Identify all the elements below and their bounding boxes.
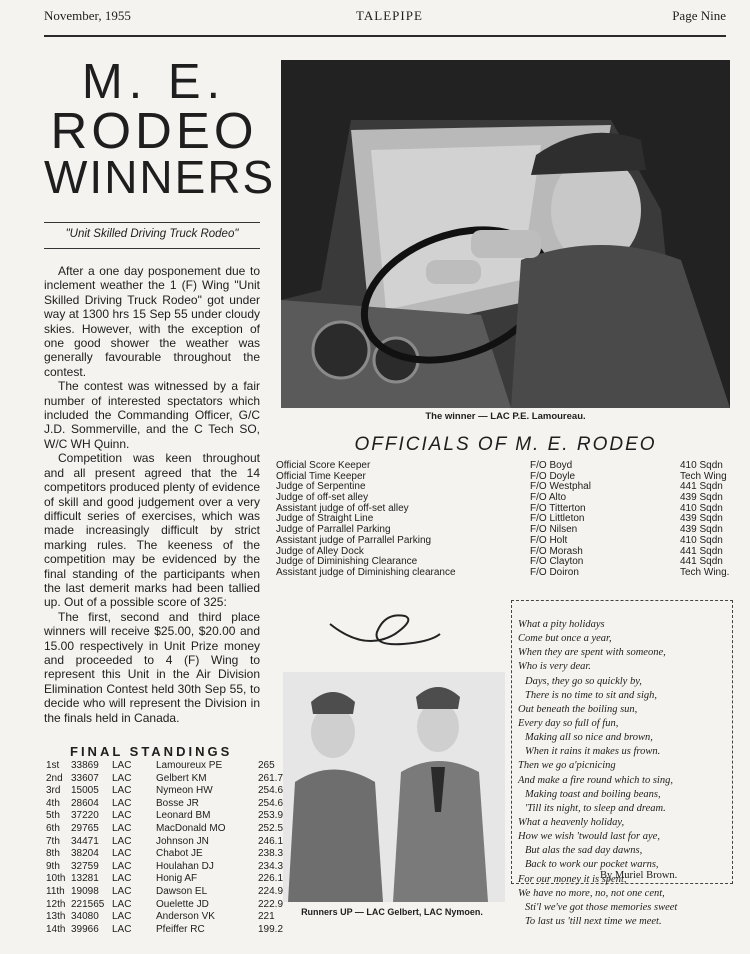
- official-name: F/O Nilsen: [530, 524, 578, 536]
- standings-title: FINAL STANDINGS: [70, 744, 233, 759]
- official-unit: 410 Sqdn: [680, 460, 723, 471]
- standings-name: Bosse JR: [156, 797, 199, 809]
- poem-line: Then we go a'picnicing: [518, 760, 616, 772]
- standings-name: Honig AF: [156, 873, 198, 885]
- official-role: Judge of Diminishing Clearance: [276, 556, 418, 568]
- poem-text: [518, 618, 677, 929]
- winner-photo: [281, 60, 730, 408]
- standings-place: 4th: [46, 797, 60, 809]
- official-name: F/O Holt: [530, 534, 568, 546]
- standings-place: 9th: [46, 860, 60, 872]
- official-role: Official Time Keeper: [276, 470, 366, 482]
- official-name: F/O Doyle: [530, 470, 576, 482]
- poem-line: Every day so full of fun,: [518, 717, 619, 729]
- official-unit: 410 Sqdn: [680, 534, 723, 546]
- officials-units: [680, 461, 729, 579]
- standings-number: 39966: [71, 923, 99, 935]
- poem-line: To last us 'till next time we meet.: [525, 915, 662, 927]
- standings-rank: LAC: [112, 885, 132, 897]
- officials-roles: [276, 461, 456, 579]
- official-name: F/O Titterton: [530, 502, 586, 514]
- standings-number: 221565: [71, 898, 105, 910]
- poem-line: What a heavenly holiday,: [518, 816, 625, 828]
- standings-place: 5th: [46, 810, 60, 822]
- standings-score: 234.3: [258, 860, 284, 872]
- official-role: Judge of Alley Dock: [276, 545, 364, 557]
- standings-score: 261.7: [258, 772, 284, 784]
- official-unit: 439 Sqdn: [680, 492, 723, 504]
- standings-score: 199.2: [258, 923, 284, 935]
- official-role: Assistant judge of off-set alley: [276, 502, 409, 514]
- standings-place: 10th: [46, 873, 66, 885]
- standings-number: 37220: [71, 810, 99, 822]
- official-name: F/O Westphal: [530, 481, 591, 493]
- standings-score: 224.9: [258, 885, 284, 897]
- poem-line: Out beneath the boiling sun,: [518, 703, 638, 715]
- official-name: F/O Morash: [530, 545, 583, 557]
- official-unit: Tech Wing.: [680, 566, 730, 578]
- official-name: F/O Clayton: [530, 556, 584, 568]
- standings-score: 254.6: [258, 797, 284, 809]
- official-name: F/O Boyd: [530, 460, 573, 471]
- poem-line: And make a fire round which to sing,: [518, 774, 673, 786]
- standings-rank: LAC: [112, 848, 132, 860]
- standings-rank: LAC: [112, 797, 132, 809]
- poem-line: But alas the sad day dawns,: [525, 845, 643, 857]
- standings-score: 221: [258, 911, 275, 923]
- article-body: [44, 264, 260, 725]
- standings-number: 32759: [71, 860, 99, 872]
- poem-author: By Muriel Brown.: [600, 870, 678, 881]
- decorative-swirl: [325, 612, 445, 652]
- standings-rank: LAC: [112, 785, 132, 797]
- poem-line: When they are spent with someone,: [518, 647, 666, 659]
- standings-rank: LAC: [112, 898, 132, 910]
- publication-name: TALEPIPE: [356, 8, 423, 23]
- headline-line-2: RODEO: [50, 102, 258, 159]
- poem-line: How we wish 'twould last for aye,: [518, 831, 660, 843]
- standings-rank: LAC: [112, 873, 132, 885]
- official-unit: 439 Sqdn: [680, 524, 723, 536]
- standings-name: Nymeon HW: [156, 785, 213, 797]
- standings-number: 38204: [71, 848, 99, 860]
- standings-place: 14th: [46, 923, 66, 935]
- standings-rank: LAC: [112, 772, 132, 784]
- standings-number: 19098: [71, 885, 99, 897]
- official-role: Judge of Straight Line: [276, 513, 374, 525]
- standings-place: 2nd: [46, 772, 63, 784]
- standings-score: 226.1: [258, 873, 284, 885]
- standings-rank: LAC: [112, 822, 132, 834]
- standings-number: 33607: [71, 772, 99, 784]
- subtitle-rule-top: [44, 222, 260, 223]
- poem-line: There is no time to sit and sigh,: [525, 689, 658, 701]
- official-name: F/O Littleton: [530, 513, 585, 525]
- official-role: Assistant judge of Parrallel Parking: [276, 534, 432, 546]
- issue-date: November, 1955: [44, 8, 131, 23]
- poem-line: For our money it is spent,: [518, 873, 627, 885]
- standings-name: Anderson VK: [156, 911, 215, 923]
- article-paragraph: The contest was witnessed by a fair number of interested spectators which included the Commanding Officer, G/C J.D. Sommerville, and the C Tech SO, W/C WH Quinn.: [44, 379, 260, 451]
- poem-line: Come but once a year,: [518, 633, 612, 645]
- official-unit: 410 Sqdn: [680, 502, 723, 514]
- standings-place: 7th: [46, 835, 60, 847]
- standings-score: 222.9: [258, 898, 284, 910]
- article-paragraph: Competition was keen throughout and all present agreed that the 14 competitors produced plenty of evidence of skill and good judgement over a very difficult series of exercises, which was made increasingly difficult by strict marking rules. The keeness of the competition may be evidenced by the final standing of the participants when the last demerit marks had been tallied up. Out of a possible score of 325:: [44, 451, 260, 610]
- standings-number: 28604: [71, 797, 99, 809]
- poem-line: We have no more, no, not one cent,: [518, 887, 665, 899]
- official-role: Assistant judge of Diminishing clearance: [276, 566, 456, 578]
- standings-name: Ouelette JD: [156, 898, 209, 910]
- poem-line: 'Till its night, to sleep and dream.: [525, 802, 666, 814]
- standings-rank: LAC: [112, 911, 132, 923]
- article-paragraph: The first, second and third place winners will receive $25.00, $20.00 and 15.00 respectively in Unit Prize money and proceeded to 4 (F) Wing to represent this Unit in the Air Division Elimination Contest held 30th Sep 55, to decide who will represent the Division in the finals held in Canada.: [44, 609, 260, 725]
- official-name: F/O Doiron: [530, 566, 579, 578]
- standings-name: Johnson JN: [156, 835, 209, 847]
- standings-rank: LAC: [112, 860, 132, 872]
- standings-place: 11th: [46, 885, 65, 897]
- headline-line-3: WINNERS: [44, 151, 276, 203]
- poem-line: Days, they go so quickly by,: [525, 675, 642, 687]
- standings-name: Pfeiffer RC: [156, 923, 205, 935]
- standings-place: 13th: [46, 911, 66, 923]
- standings-name: Lamoureux PE: [156, 760, 223, 771]
- standings-place: 12th: [46, 898, 66, 910]
- poem-line: Making toast and boiling beans,: [525, 788, 661, 800]
- runners-up-photo: [283, 672, 505, 902]
- official-unit: 439 Sqdn: [680, 513, 723, 525]
- standings-place: 3rd: [46, 785, 61, 797]
- official-unit: 441 Sqdn: [680, 545, 723, 557]
- subtitle-rule-bottom: [44, 248, 260, 249]
- standings-name: Gelbert KM: [156, 772, 207, 784]
- official-unit: Tech Wing: [680, 470, 727, 482]
- official-role: Judge of off-set alley: [276, 492, 369, 504]
- standings-rank: LAC: [112, 810, 132, 822]
- poem-line: When it rains it makes us frown.: [525, 746, 661, 758]
- officials-names: [530, 461, 591, 579]
- standings-place: 1st: [46, 760, 60, 771]
- standings-number: 29765: [71, 822, 99, 834]
- standings-place: 8th: [46, 848, 60, 860]
- standings-number: 34471: [71, 835, 99, 847]
- standings-name: Dawson EL: [156, 885, 208, 897]
- article-paragraph: After a one day posponement due to inclement weather the 1 (F) Wing "Unit Skilled Driving Truck Rodeo" got under way at 1300 hrs 15 Sep 55 under cloudy skies. However, with the exception of one good shower the weather was generally favourable throughout the contest.: [44, 264, 260, 379]
- poem-line: Making all so nice and brown,: [525, 732, 653, 744]
- standings-score: 246.1: [258, 835, 284, 847]
- standings-rank: LAC: [112, 835, 132, 847]
- poem-line: Who is very dear.: [518, 661, 591, 673]
- standings-name: Chabot JE: [156, 848, 203, 860]
- page-number: Page Nine: [672, 8, 726, 23]
- standings-number: 33869: [71, 760, 99, 771]
- winner-photo-caption: The winner — LAC P.E. Lamoureau.: [425, 411, 586, 422]
- standings-rank: LAC: [112, 760, 132, 771]
- standings-score: 253.9: [258, 810, 284, 822]
- runners-up-caption: Runners UP — LAC Gelbert, LAC Nymoen.: [301, 907, 483, 917]
- standings-score: 252.5: [258, 822, 284, 834]
- standings-number: 34080: [71, 911, 99, 923]
- standings-number: 15005: [71, 785, 99, 797]
- official-unit: 441 Sqdn: [680, 556, 723, 568]
- header-rule: [44, 35, 726, 37]
- article-subtitle: "Unit Skilled Driving Truck Rodeo": [65, 228, 239, 240]
- standings-name: Houlahan DJ: [156, 860, 214, 872]
- official-role: Official Score Keeper: [276, 460, 371, 471]
- standings-score: 254.6: [258, 785, 284, 797]
- standings-place: 6th: [46, 822, 60, 834]
- poem-line: Sti'l we've got those memories sweet: [525, 901, 678, 913]
- page-header: [44, 8, 726, 28]
- official-unit: 441 Sqdn: [680, 481, 723, 493]
- standings-rank: LAC: [112, 923, 132, 935]
- official-role: Judge of Parrallel Parking: [276, 524, 391, 536]
- standings-name: Leonard BM: [156, 810, 211, 822]
- poem-line: Back to work our pocket warns,: [525, 859, 659, 871]
- standings-score: 265: [258, 760, 275, 771]
- standings-score: 238.3: [258, 848, 284, 860]
- officials-title: OFFICIALS OF M. E. RODEO: [354, 434, 657, 455]
- standings-name: MacDonald MO: [156, 822, 226, 834]
- official-role: Judge of Serpentine: [276, 481, 366, 493]
- standings-number: 13281: [71, 873, 99, 885]
- headline-line-1: M. E.: [81, 55, 227, 109]
- poem-line: What a pity holidays: [518, 619, 605, 630]
- official-name: F/O Alto: [530, 492, 567, 504]
